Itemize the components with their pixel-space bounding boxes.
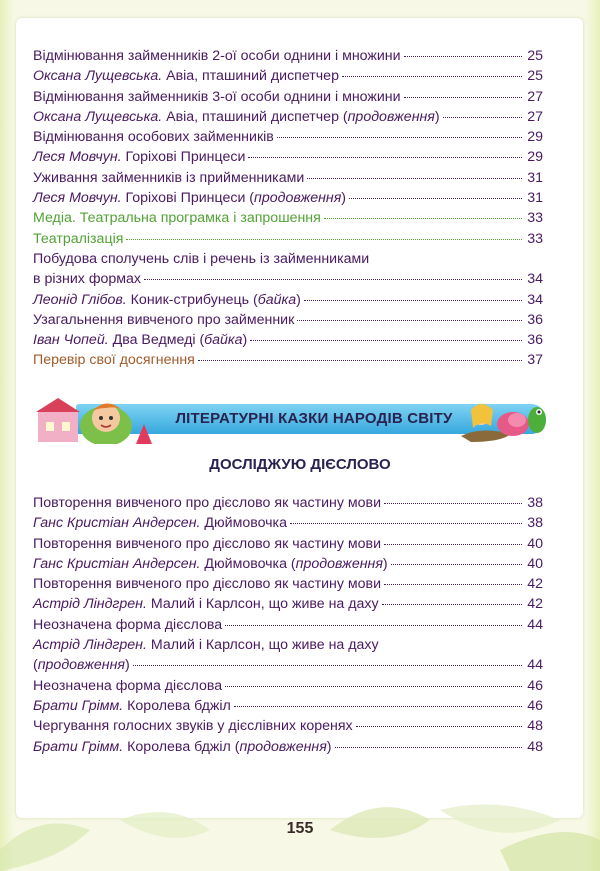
dot-leader (290, 523, 522, 524)
page-ref: 33 (527, 210, 543, 227)
toc-entry[interactable] (33, 310, 543, 330)
toc-entry[interactable] (33, 737, 543, 757)
dot-leader (391, 564, 522, 565)
toc-entry[interactable] (33, 147, 543, 167)
toc-entry[interactable] (33, 574, 543, 594)
entry-work: Королева бджіл (123, 697, 231, 714)
page-ref: 46 (527, 697, 543, 714)
entry-work: Авіа, пташиний диспетчер (162, 68, 339, 85)
entry-author: Леонід Глібов. (33, 291, 127, 308)
page-ref: 25 (527, 48, 543, 64)
entry-note: продовження (254, 190, 342, 207)
dot-leader (443, 117, 522, 118)
toc-entry[interactable] (33, 208, 543, 228)
page-ref: 42 (527, 576, 543, 593)
section-heading: ДОСЛІДЖУЮ ДІЄСЛОВО (209, 456, 391, 473)
page-ref: 37 (527, 352, 543, 369)
dot-leader (384, 584, 522, 585)
page-ref: 25 (527, 68, 543, 85)
dot-leader (248, 157, 522, 158)
page-ref: 38 (527, 495, 543, 511)
page-ref: 48 (527, 738, 543, 755)
toc-entry[interactable] (33, 655, 543, 675)
dot-leader (349, 198, 522, 199)
toc-entry[interactable] (33, 269, 543, 289)
entry-title (33, 513, 287, 533)
entry-author: Брати Грімм. (33, 697, 124, 714)
entry-title: Уживання займенників із прийменниками (33, 169, 305, 186)
entry-note: продовження (347, 108, 435, 125)
page-ref: 27 (527, 88, 543, 105)
entry-title: Побудова сполучень слів і речень із займенниками (33, 250, 370, 267)
entry-title: Відмінювання особових займенників (33, 129, 274, 146)
entry-note: продовження (295, 555, 383, 572)
entry-title-cont (33, 655, 130, 675)
entry-work: Авіа, пташиний диспетчер ( (162, 108, 348, 125)
entry-author: Астрід Ліндгрен. (33, 637, 147, 654)
boy-house-illustration (36, 396, 156, 444)
dot-leader (384, 503, 522, 504)
entry-author: Ганс Кристіан Андерсен. (33, 555, 201, 572)
banner-title: ЛІТЕРАТУРНІ КАЗКИ НАРОДІВ СВІТУ (175, 410, 453, 427)
dot-leader (342, 76, 522, 77)
dot-leader (225, 625, 522, 626)
entry-work: Дюймовочка ( (200, 555, 296, 572)
entry-title: Повторення вивченого про дієслово як частину мови (33, 535, 381, 552)
entry-author: Оксана Лущевська. (33, 68, 163, 85)
entry-title (33, 147, 245, 167)
entry-title (33, 66, 339, 86)
page-ref: 44 (527, 616, 543, 633)
entry-title (33, 107, 440, 127)
dot-leader (404, 97, 522, 98)
toc-entry[interactable] (33, 615, 543, 635)
dot-leader (250, 340, 522, 341)
entry-work: Дюймовочка (200, 515, 287, 532)
entry-work: Горіхові Принцеси ( (121, 190, 255, 207)
toc-entry[interactable] (33, 46, 543, 66)
toc-bottom-list (33, 493, 543, 757)
entry-note: продовження (239, 738, 327, 755)
paren-close: ) (434, 108, 440, 125)
page-ref: 40 (527, 555, 543, 572)
toc-entry[interactable] (33, 350, 543, 370)
entry-title: Перевір свої досягнення (33, 352, 195, 369)
entry-work: Коник-стрибунець ( (126, 291, 258, 308)
dot-leader (277, 137, 522, 138)
dot-leader (126, 239, 522, 240)
dot-leader (133, 665, 522, 666)
toc-entry[interactable] (33, 594, 543, 614)
entry-title (33, 554, 388, 574)
entry-title (33, 696, 231, 716)
dot-leader (198, 360, 522, 361)
page-ref: 34 (527, 291, 543, 308)
toc-entry[interactable] (33, 87, 543, 107)
entry-title (33, 635, 379, 655)
toc-entry[interactable] (33, 676, 543, 696)
entry-title: Театралізація (33, 230, 124, 247)
entry-note: продовження (37, 657, 125, 674)
dot-leader (307, 178, 522, 179)
toc-entry[interactable] (33, 168, 543, 188)
entry-title (33, 188, 346, 208)
entry-title: Відмінювання займенників 3-ої особи однини і множини (33, 88, 401, 105)
dot-leader (404, 56, 522, 57)
entry-note: байка (204, 332, 243, 349)
dot-leader (225, 686, 522, 687)
page-ref: 40 (527, 535, 543, 552)
entry-title: Узагальнення вивченого про займенник (33, 311, 295, 328)
toc-entry[interactable] (33, 229, 543, 249)
page-ref: 36 (527, 332, 543, 349)
toc-entry[interactable] (33, 513, 543, 533)
entry-author: Іван Чопей. (33, 332, 109, 349)
entry-title (33, 330, 247, 350)
page-ref: 42 (527, 596, 543, 613)
entry-title (33, 290, 301, 310)
page-ref: 31 (527, 169, 543, 186)
toc-entry[interactable] (33, 554, 543, 574)
entry-title-cont: в різних формах (33, 271, 142, 288)
entry-title: Медіа. Театральна програмка і запрошення (33, 210, 321, 227)
entry-work: Королева бджіл ( (123, 738, 240, 755)
page-number: 155 (286, 820, 314, 837)
paren-close: ) (242, 332, 248, 349)
toc-entry[interactable] (33, 716, 543, 736)
entry-author: Оксана Лущевська. (33, 108, 163, 125)
toc-entry[interactable] (33, 635, 543, 655)
page-ref: 33 (527, 230, 543, 247)
dot-leader (335, 747, 522, 748)
page-ref: 36 (527, 311, 543, 328)
toc-entry[interactable] (33, 249, 543, 269)
dot-leader (304, 300, 522, 301)
page-ref: 29 (527, 149, 543, 166)
entry-work: Два Ведмеді ( (108, 332, 205, 349)
entry-title: Повторення вивченого про дієслово як частину мови (33, 576, 381, 593)
page-ref: 31 (527, 190, 543, 207)
entry-title (33, 737, 332, 757)
toc-entry[interactable] (33, 107, 543, 127)
entry-work: Малий і Карлсон, що живе на даху (146, 637, 379, 654)
entry-title: Відмінювання займенників 2-ої особи однини і множини (33, 48, 401, 64)
toc-entry[interactable] (33, 188, 543, 208)
entry-author: Брати Грімм. (33, 738, 124, 755)
entry-author: Астрід Ліндгрен. (33, 596, 147, 613)
toc-entry[interactable] (33, 696, 543, 716)
entry-author: Леся Мовчун. (33, 190, 122, 207)
dot-leader (297, 320, 522, 321)
entry-work: Малий і Карлсон, що живе на даху (146, 596, 379, 613)
page-ref: 29 (527, 129, 543, 146)
paren-close: ) (125, 657, 130, 674)
page-ref: 38 (527, 515, 543, 532)
toc-entry[interactable] (33, 290, 543, 310)
entry-title: Чергування голосних звуків у дієслівних коренях (33, 718, 353, 735)
dot-leader (234, 706, 522, 707)
entry-work: Горіхові Принцеси (121, 149, 246, 166)
entry-author: Ганс Кристіан Андерсен. (33, 515, 201, 532)
toc-entry[interactable] (33, 330, 543, 350)
page-ref: 48 (527, 718, 543, 735)
page-ref: 34 (527, 271, 543, 288)
toc-entry[interactable] (33, 66, 543, 86)
entry-title: Повторення вивченого про дієслово як частину мови (33, 495, 381, 511)
toc-entry[interactable] (33, 127, 543, 147)
dot-leader (382, 604, 522, 605)
paren-close: ) (326, 738, 332, 755)
page-ref: 44 (527, 657, 543, 674)
entry-title (33, 594, 379, 614)
dot-leader (324, 218, 522, 219)
paren-close: ) (382, 555, 388, 572)
toc-top-list (33, 46, 543, 371)
dot-leader (144, 279, 522, 280)
dot-leader (384, 544, 522, 545)
page-ref: 46 (527, 677, 543, 694)
entry-author: Леся Мовчун. (33, 149, 122, 166)
entry-title: Неозначена форма дієслова (33, 677, 223, 694)
paren-close: ) (341, 190, 347, 207)
section-banner (36, 396, 551, 444)
toc-entry[interactable] (33, 493, 543, 513)
entry-note: байка (257, 291, 297, 308)
paren-open: ( (33, 657, 38, 674)
page-ref: 27 (527, 108, 543, 125)
dot-leader (356, 726, 522, 727)
paren-close: ) (296, 291, 301, 308)
entry-title: Неозначена форма дієслова (33, 616, 223, 633)
thumbelina-flower-illustration (451, 396, 551, 444)
toc-entry[interactable] (33, 534, 543, 554)
